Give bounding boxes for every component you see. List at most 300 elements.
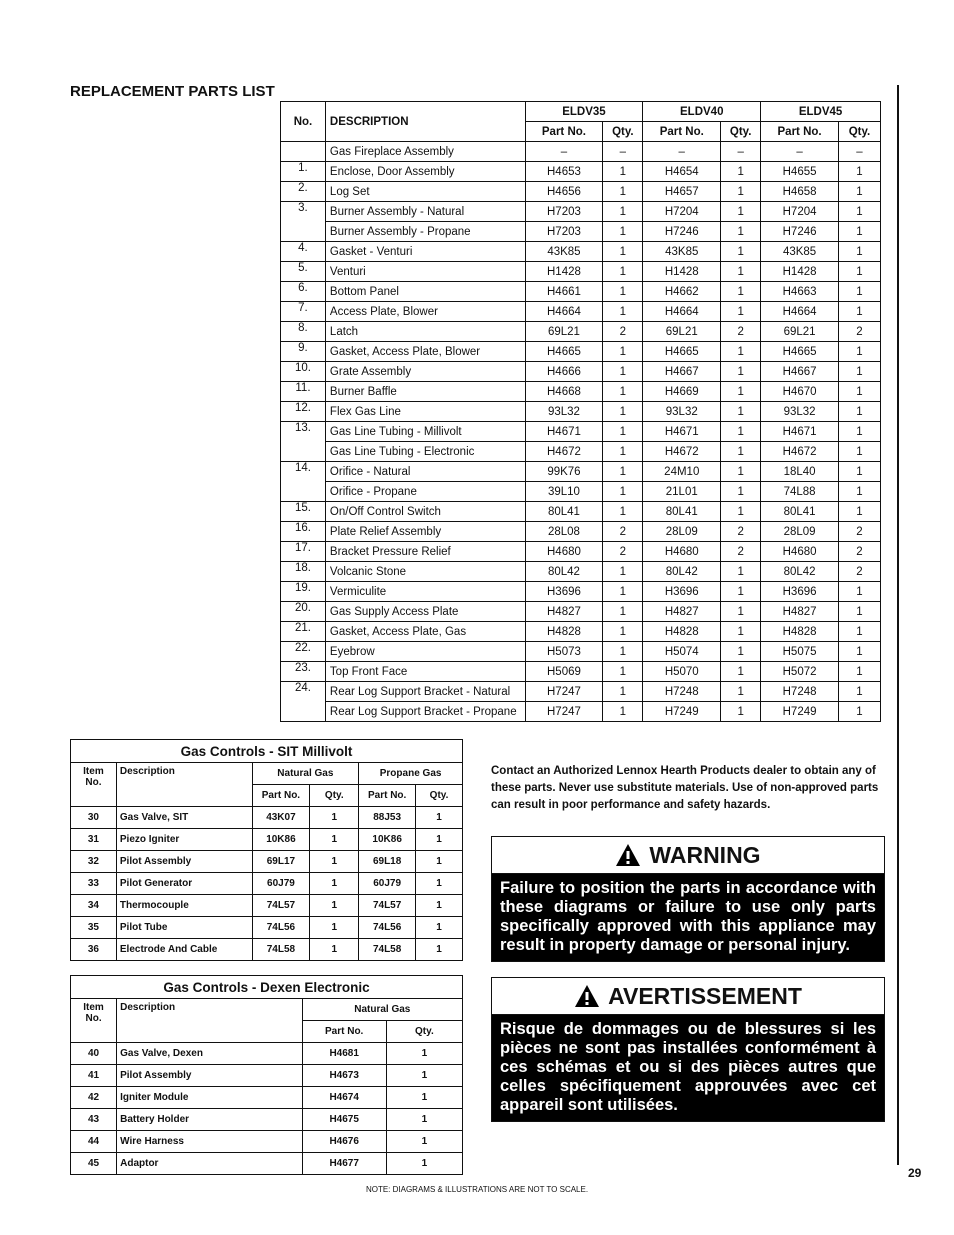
- quantity: 1: [721, 602, 761, 622]
- part-number: H4680: [525, 542, 603, 562]
- item-number: 43: [71, 1109, 117, 1131]
- part-number: H4665: [643, 342, 721, 362]
- header-qty: Qty.: [603, 122, 643, 142]
- item-description: Piezo Igniter: [116, 829, 252, 851]
- item-number: 11.: [281, 382, 326, 402]
- item-number: 45: [71, 1153, 117, 1175]
- part-number: 99K76: [525, 462, 603, 482]
- table-row: [281, 262, 881, 282]
- item-number: 44: [71, 1131, 117, 1153]
- part-number: 93L32: [761, 402, 839, 422]
- table-row: [71, 1109, 463, 1131]
- quantity: 1: [386, 1131, 462, 1153]
- quantity: 2: [839, 322, 881, 342]
- part-number: 24M10: [643, 462, 721, 482]
- item-description: Volcanic Stone: [325, 562, 525, 582]
- table-row: [71, 851, 463, 873]
- dexen-table-title: Gas Controls - Dexen Electronic: [71, 976, 463, 999]
- part-number: H4657: [643, 182, 721, 202]
- quantity: 1: [839, 642, 881, 662]
- table-row: [281, 622, 881, 642]
- part-number: H4667: [643, 362, 721, 382]
- item-description: Enclose, Door Assembly: [325, 162, 525, 182]
- quantity: 1: [416, 917, 463, 939]
- warning-heading: WARNING: [649, 841, 761, 868]
- item-number: 42: [71, 1087, 117, 1109]
- quantity: –: [603, 142, 643, 162]
- warning-box: [491, 836, 885, 962]
- part-number: H4671: [525, 422, 603, 442]
- item-number: 41: [71, 1065, 117, 1087]
- quantity: 1: [310, 895, 359, 917]
- part-number: 80L41: [761, 502, 839, 522]
- part-number: H1428: [525, 262, 603, 282]
- item-description: Orifice - Natural: [325, 462, 525, 482]
- quantity: 1: [386, 1043, 462, 1065]
- part-number: 93L32: [643, 402, 721, 422]
- quantity: 1: [839, 302, 881, 322]
- part-number: 21L01: [643, 482, 721, 502]
- quantity: 1: [603, 602, 643, 622]
- header-part-no: Part No.: [761, 122, 839, 142]
- part-number: H4665: [525, 342, 603, 362]
- quantity: 1: [603, 482, 643, 502]
- table-row: [281, 462, 881, 482]
- quantity: –: [839, 142, 881, 162]
- quantity: 1: [721, 242, 761, 262]
- table-row: [281, 522, 881, 542]
- quantity: 1: [839, 202, 881, 222]
- table-row: [281, 682, 881, 702]
- part-number: –: [643, 142, 721, 162]
- item-description: Burner Assembly - Propane: [325, 222, 525, 242]
- quantity: 1: [721, 662, 761, 682]
- quantity: 2: [839, 522, 881, 542]
- quantity: 1: [721, 642, 761, 662]
- part-number: 10K86: [359, 829, 416, 851]
- table-row: [281, 322, 881, 342]
- quantity: 1: [603, 262, 643, 282]
- quantity: 1: [603, 362, 643, 382]
- sit-table-body: [71, 807, 463, 961]
- quantity: 1: [603, 642, 643, 662]
- table-row: [281, 242, 881, 262]
- quantity: 2: [603, 322, 643, 342]
- item-description: Gas Valve, SIT: [116, 807, 252, 829]
- table-row: [281, 662, 881, 682]
- part-number: H4664: [525, 302, 603, 322]
- part-number: 74L57: [252, 895, 310, 917]
- part-number: H7247: [525, 702, 603, 722]
- quantity: 1: [839, 402, 881, 422]
- quantity: 1: [839, 422, 881, 442]
- part-number: 60J79: [359, 873, 416, 895]
- part-number: H4827: [643, 602, 721, 622]
- part-number: H7203: [525, 222, 603, 242]
- item-description: Burner Assembly - Natural: [325, 202, 525, 222]
- table-row: [281, 582, 881, 602]
- table-row: [71, 917, 463, 939]
- part-number: 69L21: [643, 322, 721, 342]
- quantity: 1: [839, 242, 881, 262]
- vertical-rule: [897, 85, 899, 1165]
- item-description: Rear Log Support Bracket - Natural: [325, 682, 525, 702]
- item-number: 6.: [281, 282, 326, 302]
- part-number: H3696: [525, 582, 603, 602]
- part-number: 28L08: [525, 522, 603, 542]
- item-description: Pilot Tube: [116, 917, 252, 939]
- table-row: [281, 562, 881, 582]
- item-description: Igniter Module: [117, 1087, 302, 1109]
- part-number: H4656: [525, 182, 603, 202]
- quantity: 1: [386, 1109, 462, 1131]
- header-qty: Qty.: [310, 785, 359, 807]
- part-number: H4681: [302, 1043, 386, 1065]
- table-row: [281, 502, 881, 522]
- table-row: [281, 302, 881, 322]
- item-description: Flex Gas Line: [325, 402, 525, 422]
- item-number: 14.: [281, 462, 326, 502]
- quantity: 1: [721, 482, 761, 502]
- header-description: Description: [117, 999, 302, 1043]
- item-number: 30: [71, 807, 117, 829]
- quantity: 1: [603, 422, 643, 442]
- item-description: Bracket Pressure Relief: [325, 542, 525, 562]
- part-number: –: [761, 142, 839, 162]
- quantity: 1: [839, 502, 881, 522]
- quantity: 1: [721, 342, 761, 362]
- item-number: 31: [71, 829, 117, 851]
- item-number: 20.: [281, 602, 326, 622]
- part-number: H4674: [302, 1087, 386, 1109]
- item-number: 33: [71, 873, 117, 895]
- table-row: [281, 202, 881, 222]
- part-number: 69L21: [525, 322, 603, 342]
- part-number: 80L42: [525, 562, 603, 582]
- quantity: 1: [839, 482, 881, 502]
- part-number: H4672: [643, 442, 721, 462]
- quantity: 1: [603, 382, 643, 402]
- header-model: ELDV35: [525, 102, 643, 122]
- part-number: H7246: [761, 222, 839, 242]
- item-description: Grate Assembly: [325, 362, 525, 382]
- part-number: 43K85: [525, 242, 603, 262]
- item-description: Electrode And Cable: [116, 939, 252, 961]
- quantity: 1: [721, 422, 761, 442]
- header-natural-gas: Natural Gas: [252, 763, 359, 785]
- part-number: H7249: [643, 702, 721, 722]
- item-number: 34: [71, 895, 117, 917]
- part-number: 93L32: [525, 402, 603, 422]
- part-number: H7246: [643, 222, 721, 242]
- quantity: 2: [603, 522, 643, 542]
- table-row: [71, 1131, 463, 1153]
- part-number: 74L58: [252, 939, 310, 961]
- item-number: 23.: [281, 662, 326, 682]
- quantity: 1: [721, 702, 761, 722]
- part-number: H5069: [525, 662, 603, 682]
- header-qty: Qty.: [416, 785, 463, 807]
- part-number: H4673: [302, 1065, 386, 1087]
- quantity: 1: [839, 342, 881, 362]
- part-number: H4671: [761, 422, 839, 442]
- quantity: 1: [721, 162, 761, 182]
- part-number: H4828: [761, 622, 839, 642]
- quantity: 1: [839, 282, 881, 302]
- part-number: H7249: [761, 702, 839, 722]
- quantity: 2: [839, 562, 881, 582]
- quantity: 1: [721, 462, 761, 482]
- part-number: H4827: [761, 602, 839, 622]
- part-number: 43K85: [761, 242, 839, 262]
- header-item-no: Item No.: [71, 999, 117, 1043]
- item-number: 17.: [281, 542, 326, 562]
- header-model: ELDV45: [761, 102, 881, 122]
- quantity: 1: [839, 602, 881, 622]
- quantity: 1: [721, 562, 761, 582]
- sit-millivolt-table: [70, 739, 463, 961]
- header-part-no: Part No.: [525, 122, 603, 142]
- quantity: 1: [839, 702, 881, 722]
- item-description: Pilot Assembly: [116, 851, 252, 873]
- part-number: 28L09: [761, 522, 839, 542]
- part-number: H4655: [761, 162, 839, 182]
- table-row: [281, 362, 881, 382]
- item-description: Thermocouple: [116, 895, 252, 917]
- quantity: 1: [603, 682, 643, 702]
- item-description: Wire Harness: [117, 1131, 302, 1153]
- part-number: H4670: [761, 382, 839, 402]
- part-number: H4664: [643, 302, 721, 322]
- item-description: Venturi: [325, 262, 525, 282]
- item-description: Gas Valve, Dexen: [117, 1043, 302, 1065]
- item-number: 24.: [281, 682, 326, 722]
- part-number: 28L09: [643, 522, 721, 542]
- quantity: 1: [839, 662, 881, 682]
- part-number: 80L41: [525, 502, 603, 522]
- quantity: 1: [386, 1153, 462, 1175]
- quantity: 1: [839, 682, 881, 702]
- quantity: 1: [310, 917, 359, 939]
- part-number: H4665: [761, 342, 839, 362]
- item-number: 36: [71, 939, 117, 961]
- item-number: 32: [71, 851, 117, 873]
- quantity: 1: [721, 262, 761, 282]
- part-number: –: [525, 142, 603, 162]
- item-description: Gasket - Venturi: [325, 242, 525, 262]
- part-number: 74L56: [359, 917, 416, 939]
- part-number: H3696: [761, 582, 839, 602]
- part-number: 80L42: [643, 562, 721, 582]
- quantity: 1: [839, 182, 881, 202]
- header-part-no: Part No.: [643, 122, 721, 142]
- quantity: 1: [839, 362, 881, 382]
- quantity: 1: [721, 302, 761, 322]
- item-description: Orifice - Propane: [325, 482, 525, 502]
- quantity: 1: [603, 242, 643, 262]
- quantity: 1: [721, 182, 761, 202]
- part-number: H4672: [525, 442, 603, 462]
- item-description: Bottom Panel: [325, 282, 525, 302]
- quantity: 1: [603, 462, 643, 482]
- part-number: H4671: [643, 422, 721, 442]
- quantity: 2: [721, 542, 761, 562]
- header-qty: Qty.: [721, 122, 761, 142]
- item-description: Rear Log Support Bracket - Propane: [325, 702, 525, 722]
- table-row: [281, 542, 881, 562]
- quantity: –: [721, 142, 761, 162]
- item-number: 15.: [281, 502, 326, 522]
- parts-table-body: [281, 142, 881, 722]
- warning-triangle-icon: [574, 984, 600, 1008]
- table-row: [71, 895, 463, 917]
- avertissement-header: [492, 978, 884, 1015]
- quantity: 1: [839, 162, 881, 182]
- quantity: 1: [603, 442, 643, 462]
- quantity: 1: [603, 162, 643, 182]
- part-number: H4658: [761, 182, 839, 202]
- header-qty: Qty.: [839, 122, 881, 142]
- quantity: 1: [603, 402, 643, 422]
- quantity: 1: [721, 502, 761, 522]
- table-row: [71, 939, 463, 961]
- section-title: REPLACEMENT PARTS LIST: [70, 83, 275, 100]
- item-description: Battery Holder: [117, 1109, 302, 1131]
- quantity: 1: [839, 582, 881, 602]
- part-number: 69L18: [359, 851, 416, 873]
- item-description: Gas Line Tubing - Millivolt: [325, 422, 525, 442]
- quantity: 1: [310, 939, 359, 961]
- table-row: [281, 342, 881, 362]
- part-number: H5070: [643, 662, 721, 682]
- part-number: H1428: [643, 262, 721, 282]
- item-description: Adaptor: [117, 1153, 302, 1175]
- table-row: [281, 142, 881, 162]
- dexen-electronic-table: [70, 975, 463, 1175]
- part-number: H4653: [525, 162, 603, 182]
- header-no: No.: [281, 102, 326, 142]
- quantity: 1: [721, 582, 761, 602]
- part-number: 18L40: [761, 462, 839, 482]
- quantity: 1: [603, 302, 643, 322]
- table-row: [281, 382, 881, 402]
- quantity: 1: [386, 1087, 462, 1109]
- part-number: H5074: [643, 642, 721, 662]
- quantity: 1: [603, 182, 643, 202]
- header-natural-gas: Natural Gas: [302, 999, 462, 1021]
- part-number: H4677: [302, 1153, 386, 1175]
- quantity: 1: [839, 382, 881, 402]
- quantity: 1: [839, 262, 881, 282]
- quantity: 1: [386, 1065, 462, 1087]
- quantity: 1: [721, 362, 761, 382]
- part-number: 43K85: [643, 242, 721, 262]
- item-number: 21.: [281, 622, 326, 642]
- table-row: [71, 1043, 463, 1065]
- item-description: Latch: [325, 322, 525, 342]
- item-number: 3.: [281, 202, 326, 242]
- item-description: Gas Supply Access Plate: [325, 602, 525, 622]
- quantity: 1: [416, 873, 463, 895]
- part-number: H4828: [643, 622, 721, 642]
- item-description: Access Plate, Blower: [325, 302, 525, 322]
- table-row: [71, 1065, 463, 1087]
- item-number: 10.: [281, 362, 326, 382]
- item-description: Log Set: [325, 182, 525, 202]
- table-row: [281, 482, 881, 502]
- item-description: Plate Relief Assembly: [325, 522, 525, 542]
- part-number: H3696: [643, 582, 721, 602]
- table-row: [71, 1153, 463, 1175]
- part-number: H4827: [525, 602, 603, 622]
- table-row: [281, 602, 881, 622]
- part-number: H7247: [525, 682, 603, 702]
- item-number: 40: [71, 1043, 117, 1065]
- quantity: 1: [721, 202, 761, 222]
- quantity: 1: [416, 939, 463, 961]
- part-number: H4680: [761, 542, 839, 562]
- part-number: 80L42: [761, 562, 839, 582]
- quantity: 1: [603, 562, 643, 582]
- item-description: Gas Line Tubing - Electronic: [325, 442, 525, 462]
- header-part-no: Part No.: [302, 1021, 386, 1043]
- part-number: H4675: [302, 1109, 386, 1131]
- quantity: 2: [603, 542, 643, 562]
- item-number: 22.: [281, 642, 326, 662]
- item-description: Vermiculite: [325, 582, 525, 602]
- quantity: 1: [603, 282, 643, 302]
- warning-header: [492, 837, 884, 874]
- quantity: 1: [416, 895, 463, 917]
- quantity: 1: [603, 582, 643, 602]
- quantity: 2: [721, 522, 761, 542]
- part-number: 39L10: [525, 482, 603, 502]
- header-propane-gas: Propane Gas: [359, 763, 463, 785]
- part-number: 69L17: [252, 851, 310, 873]
- part-number: H5073: [525, 642, 603, 662]
- replacement-parts-table: [280, 101, 881, 722]
- part-number: 10K86: [252, 829, 310, 851]
- table-row: [281, 422, 881, 442]
- footer-note: NOTE: DIAGRAMS & ILLUSTRATIONS ARE NOT TO SCALE.: [365, 1185, 589, 1194]
- quantity: 1: [721, 622, 761, 642]
- item-number: 19.: [281, 582, 326, 602]
- quantity: 1: [603, 222, 643, 242]
- part-number: 74L88: [761, 482, 839, 502]
- quantity: 1: [839, 222, 881, 242]
- quantity: 1: [310, 829, 359, 851]
- part-number: H4667: [761, 362, 839, 382]
- avertissement-box: [491, 977, 885, 1122]
- header-qty: Qty.: [386, 1021, 462, 1043]
- quantity: 1: [310, 807, 359, 829]
- contact-dealer-text: Contact an Authorized Lennox Hearth Products dealer to obtain any of these parts. Never use substitute materials. Use of non-approved parts can result in poor performance and safety hazards.: [491, 765, 879, 811]
- quantity: 1: [721, 442, 761, 462]
- item-description: On/Off Control Switch: [325, 502, 525, 522]
- item-number: 13.: [281, 422, 326, 462]
- warning-body: Failure to position the parts in accordance with these diagrams or failure to use only parts specifically approved with this appliance may result in property damage or personal injury.: [500, 879, 876, 954]
- part-number: H4668: [525, 382, 603, 402]
- part-number: 74L57: [359, 895, 416, 917]
- item-description: Pilot Assembly: [117, 1065, 302, 1087]
- table-row: [281, 702, 881, 722]
- item-number: 5.: [281, 262, 326, 282]
- header-part-no: Part No.: [359, 785, 416, 807]
- quantity: 1: [310, 873, 359, 895]
- part-number: H7203: [525, 202, 603, 222]
- part-number: 60J79: [252, 873, 310, 895]
- quantity: 1: [416, 851, 463, 873]
